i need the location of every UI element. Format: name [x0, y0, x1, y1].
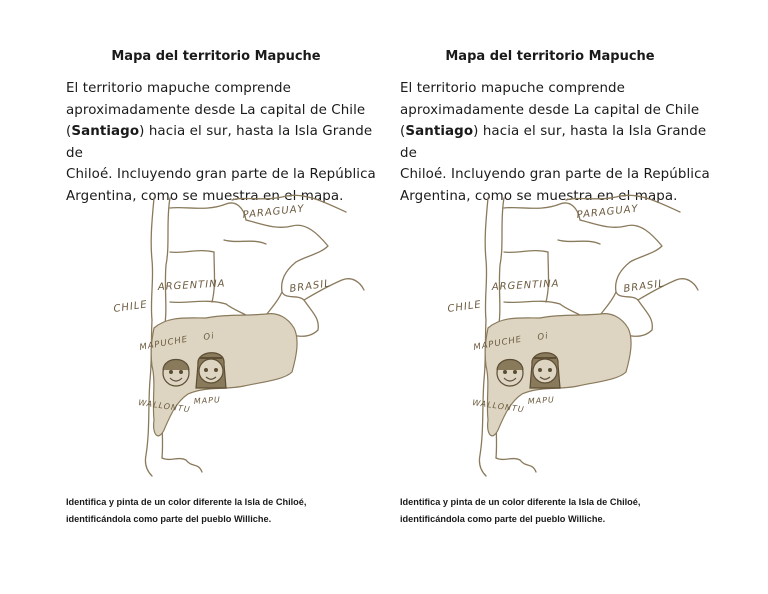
- note-line: Identifica y pinta de un color diferente la Isla de Chiloé,: [400, 497, 641, 507]
- province-line: [170, 251, 214, 253]
- label-mapuche: MAPUCHE: [472, 334, 523, 353]
- label-chile: CHILE: [112, 299, 149, 315]
- southern-coast: [162, 458, 202, 472]
- province-line: [224, 240, 266, 244]
- instruction-note: [66, 494, 386, 528]
- mapuche-face-left: [497, 360, 523, 387]
- mapuche-face-left: [163, 360, 189, 387]
- mapuche-territory-map: [400, 190, 700, 480]
- province-line: [546, 252, 549, 302]
- text-line: El territorio mapuche comprende: [400, 81, 625, 96]
- mapuche-face-right: [196, 353, 226, 388]
- body-paragraph: [400, 78, 720, 208]
- province-line: [212, 252, 215, 302]
- text-line: Chiloé. Incluyendo gran parte de la República: [400, 167, 710, 183]
- bolivia-border: [504, 203, 580, 220]
- southern-coast: [496, 458, 536, 472]
- label-brasil: BRASIL: [622, 278, 666, 295]
- paren-open: (: [400, 124, 406, 140]
- bolivia-border: [170, 203, 246, 220]
- page-title: Mapa del territorio Mapuche: [111, 49, 321, 64]
- label-wallonto: WALLONTU: [137, 398, 192, 415]
- text-line: aproximadamente desde La capital de Chile: [66, 102, 366, 118]
- page-title: Mapa del territorio Mapuche: [445, 49, 655, 64]
- text-line: Argentina, como se muestra en el mapa.: [400, 188, 678, 204]
- label-argentina: ARGENTINA: [157, 278, 226, 293]
- label-mapuche: MAPUCHE: [138, 334, 189, 353]
- label-wallonto: WALLONTU: [471, 398, 526, 415]
- province-line: [504, 251, 548, 253]
- label-brasil: BRASIL: [288, 278, 332, 295]
- province-line: [170, 301, 226, 304]
- document-column-right: [400, 0, 720, 594]
- label-chile: CHILE: [446, 299, 483, 315]
- paren-open: (: [66, 124, 72, 140]
- label-mapuche-suffix: Oi: [536, 331, 550, 343]
- text-line: aproximadamente desde La capital de Chile: [400, 102, 700, 118]
- note-line: Identifica y pinta de un color diferente la Isla de Chiloé,: [66, 497, 307, 507]
- mapuche-territory-map: [66, 190, 366, 480]
- paraguay-border: [580, 220, 662, 262]
- text-line: [400, 121, 720, 164]
- province-line: [504, 301, 560, 304]
- mapuche-face-right: [530, 353, 560, 388]
- text-line: Chiloé. Incluyendo gran parte de la República: [66, 167, 376, 183]
- text-line: [66, 121, 386, 164]
- santiago-bold: Santiago: [71, 124, 140, 140]
- label-paraguay: PARAGUAY: [242, 203, 306, 221]
- body-paragraph: [66, 78, 386, 208]
- paraguay-border: [246, 220, 328, 262]
- note-line: identificándola como parte del pueblo Williche.: [400, 514, 606, 524]
- province-line: [558, 240, 600, 244]
- santiago-bold: Santiago: [405, 124, 474, 140]
- text-line-rest: ) hacia el sur, hasta la Isla Grande de: [66, 124, 373, 161]
- text-line: Argentina, como se muestra en el mapa.: [66, 188, 344, 204]
- note-line: identificándola como parte del pueblo Williche.: [66, 514, 272, 524]
- label-paraguay: PARAGUAY: [576, 203, 640, 221]
- text-line: El territorio mapuche comprende: [66, 81, 291, 96]
- label-mapu: MAPU: [527, 395, 556, 406]
- text-line-rest: ) hacia el sur, hasta la Isla Grande de: [400, 124, 707, 161]
- document-column-left: [66, 0, 386, 594]
- label-argentina: ARGENTINA: [491, 278, 560, 293]
- label-mapuche-suffix: Oi: [202, 331, 216, 343]
- instruction-note: [400, 494, 720, 528]
- label-mapu: MAPU: [193, 395, 222, 406]
